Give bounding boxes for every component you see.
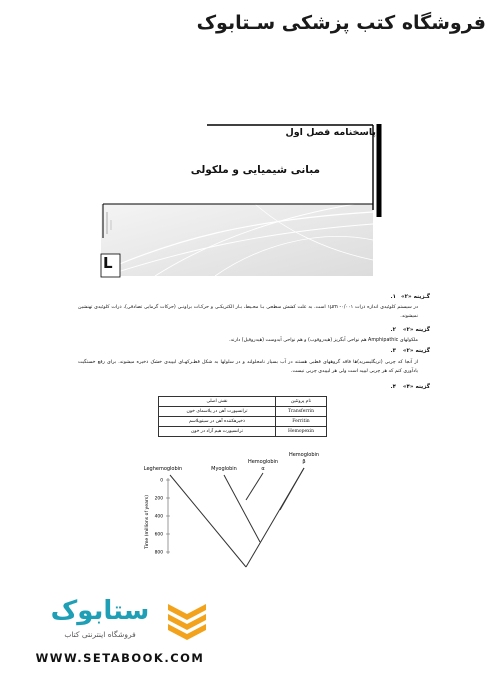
table-row <box>159 417 327 427</box>
answer-heading: گزینه «۴» <box>402 384 430 390</box>
answer-heading: گزینه «۲» <box>402 327 430 333</box>
table-cell: Ferritin <box>276 417 327 427</box>
site-url[interactable]: WWW.SETABOOK.COM <box>35 651 205 665</box>
table-cell: ذخیرهکننده آهن در سیتوپلاسم <box>159 417 276 427</box>
chapter-decoration <box>95 120 385 285</box>
chapter-letter: L <box>103 254 113 272</box>
leaf-label: Myoglobin <box>211 466 237 472</box>
leaf-sublabel: β <box>302 459 306 465</box>
table-cell: ترانسپورت آهن در پلاسمای خون <box>159 407 276 417</box>
tree-branches <box>170 468 304 567</box>
table-header: نام پروتئین <box>276 397 327 407</box>
item-number: .۲ <box>390 327 396 333</box>
leaf-label: Hemoglobin <box>288 452 320 458</box>
table-cell: Transferrin <box>276 407 327 417</box>
chapter-label: پاسخنامه فصل اول <box>285 127 376 138</box>
logo-text: ستابوک <box>50 596 150 626</box>
store-title: فروشگاه کتب پزشکی سـتابوک <box>196 12 486 34</box>
item-number: .۴ <box>390 384 396 390</box>
tick-label: 200 <box>154 496 163 502</box>
item-number: .۳ <box>390 348 396 354</box>
table-header: نقش اصلی <box>159 397 276 407</box>
axis-label: Time (millions of years) <box>145 495 150 549</box>
answer-text: از آنجا که چربی (تریگلیسرید)ها فاقد گروههای قطبی هستند در آب بسیار نامحلولند و در سلولها به شکل قطـرکهـای لیپیدی خشک ذخیره میشوند. برای رفع خستگیت یادآوری کنم که هر چربی لیپید است ولی هر لیپیدی چربی نیست. <box>78 360 418 374</box>
answer-text: ملکولهای Amphipathic هم نواحی آبگریز (هیدروفوب) و هم نواحی آبدوست (هیدروفیل) دارند. <box>229 338 418 343</box>
phylogenetic-tree <box>130 430 350 580</box>
table-cell: ترانسپورت هیم آزاد در خون <box>159 427 276 437</box>
table-header-row <box>159 397 327 407</box>
item-number: .۱ <box>390 294 396 300</box>
book-stack-icon <box>162 600 212 640</box>
table-cell: Hemopexin <box>276 427 327 437</box>
tick-label: 0 <box>160 478 163 484</box>
chapter-title: مبانی شیمیایی و ملکولی <box>190 164 320 176</box>
tick-label: 400 <box>154 514 163 520</box>
answer-heading: گـزینه «۲» <box>400 294 430 300</box>
logo-tagline: فروشگاه اینترنتی کتاب <box>64 630 136 639</box>
tick-label: 600 <box>154 532 163 538</box>
answer-text: در سیستم کلوئیدی اندازه ذرات ۱μm -۰/۰۰۱ است. به علت کشش سطحی بـا محـیط، بـار الکتریکـی و حرکـات براونـی (حرکات گرمایی تصادفی)، ذرات کلوئیدی تهنشین نمیشوند. <box>78 305 418 319</box>
leaf-label: Hemoglobin <box>247 459 279 465</box>
tick-label: 800 <box>154 550 163 556</box>
answer-heading: گزینه «۲» <box>402 348 430 354</box>
table-row <box>159 407 327 417</box>
leaf-label: Leghemoglobin <box>143 466 183 472</box>
leaf-sublabel: α <box>261 466 265 472</box>
